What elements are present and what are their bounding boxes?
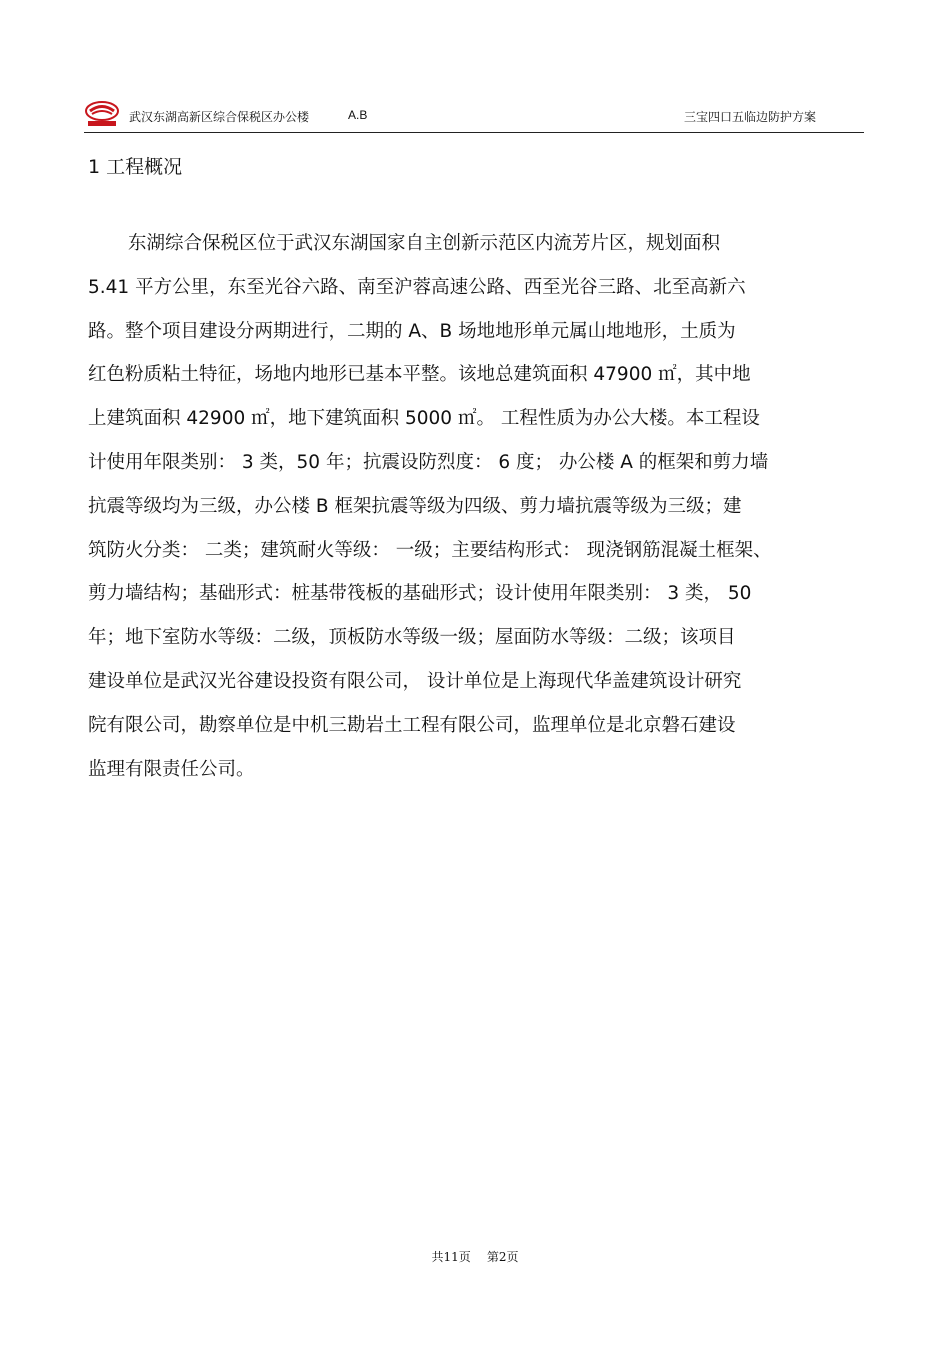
paragraph-line: 路。整个项目建设分两期进行，二期的 A、B 场地地形单元属山地地形，土质为 xyxy=(88,320,736,342)
header-document-title: 三宝四口五临边防护方案 xyxy=(683,110,816,124)
paragraph-line: 抗震等级均为三级，办公楼 B 框架抗震等级为四级、剪力墙抗震等级为三级；建 xyxy=(88,495,742,517)
paragraph-line: 年；地下室防水等级：二级，顶板防水等级一级；屋面防水等级：二级；该项目 xyxy=(88,627,736,649)
header-building-label: A.B xyxy=(348,108,368,122)
paragraph-line: 上建筑面积 42900 ㎡，地下建筑面积 5000 ㎡。 工程性质为办公大楼。本工程设 xyxy=(88,408,760,430)
page-footer xyxy=(0,1248,950,1265)
header-project-name: 武汉东湖高新区综合保税区办公楼 xyxy=(129,110,310,124)
section-title: 1 工程概况 xyxy=(88,156,183,178)
paragraph-line: 筑防火分类： 二类；建筑耐火等级： 一级；主要结构形式： 现浇钢筋混凝土框架、 xyxy=(88,539,772,561)
body-paragraph xyxy=(88,222,866,791)
page-header xyxy=(84,100,864,133)
paragraph-line: 东湖综合保税区位于武汉东湖国家自主创新示范区内流芳片区，规划面积 xyxy=(128,233,721,254)
paragraph-line: 建设单位是武汉光谷建设投资有限公司， 设计单位是上海现代华盖建筑设计研究 xyxy=(88,670,742,692)
total-pages: 共11页 xyxy=(431,1250,471,1264)
paragraph-line: 红色粉质粘土特征，场地内地形已基本平整。该地总建筑面积 47900 ㎡，其中地 xyxy=(88,364,751,386)
paragraph-line: 剪力墙结构；基础形式：桩基带筏板的基础形式；设计使用年限类别： 3 类， 50 xyxy=(88,583,752,605)
paragraph-line: 监理有限责任公司。 xyxy=(88,758,255,780)
paragraph-line: 院有限公司，勘察单位是中机三勘岩土工程有限公司，监理单位是北京磐石建设 xyxy=(88,714,736,736)
company-logo xyxy=(84,100,120,128)
paragraph-line: 计使用年限类别： 3 类，50 年；抗震设防烈度： 6 度； 办公楼 A 的框架和剪力墙 xyxy=(88,451,769,473)
current-page: 第2页 xyxy=(486,1250,519,1264)
paragraph-line: 5.41 平方公里，东至光谷六路、南至沪蓉高速公路、西至光谷三路、北至高新六 xyxy=(88,276,746,298)
